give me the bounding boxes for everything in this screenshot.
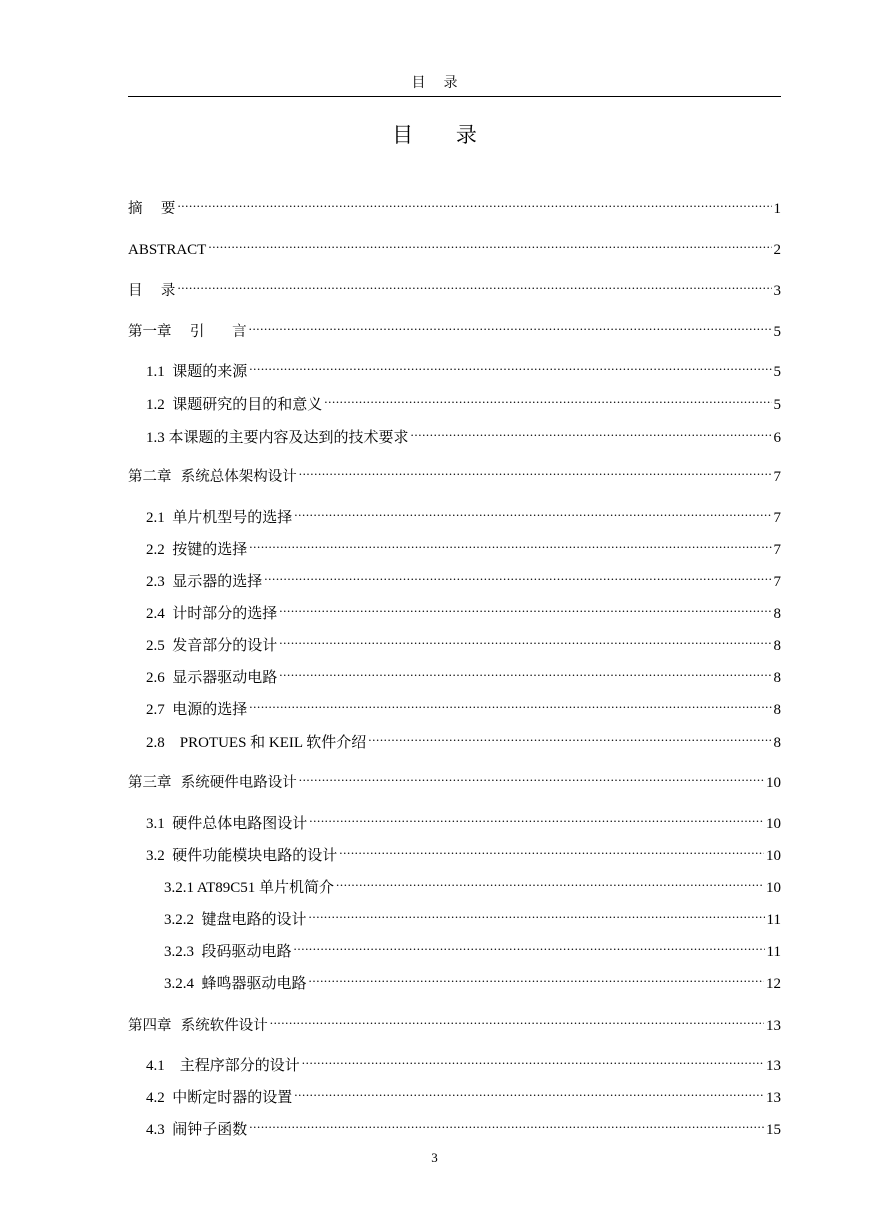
toc-page-number: 7 [773, 510, 781, 526]
toc-leader [309, 808, 764, 828]
toc-entry-2-7[interactable] [146, 694, 781, 718]
toc-entry-2-8[interactable] [146, 727, 781, 751]
toc-page-number: 13 [766, 1058, 781, 1074]
toc-label: ABSTRACT [128, 242, 207, 258]
toc-label: 1.1 课题的来源 [146, 364, 248, 380]
toc-leader [279, 662, 771, 682]
toc-leader [249, 316, 772, 336]
toc-entry-4-1[interactable] [146, 1050, 781, 1074]
toc-page-number: 5 [773, 397, 781, 413]
toc-page-number: 10 [766, 848, 781, 864]
toc-page-number: 8 [773, 606, 781, 622]
toc-page-number: 2 [773, 242, 781, 258]
toc-entry-1-1[interactable] [146, 356, 781, 380]
toc-leader [336, 872, 764, 892]
toc-leader [411, 422, 772, 442]
toc-entry-2-3[interactable] [146, 566, 781, 590]
toc-page-number: 5 [773, 324, 781, 340]
toc-leader [249, 1114, 764, 1134]
toc-leader [309, 904, 765, 924]
toc-leader [294, 1082, 764, 1102]
toc-label: 1.2 课题研究的目的和意义 [146, 397, 323, 413]
toc-leader [270, 1010, 764, 1030]
toc-leader [177, 193, 771, 213]
toc-page-number: 10 [766, 775, 781, 791]
toc-leader [294, 936, 765, 956]
toc-entry-3-1[interactable] [146, 808, 781, 832]
toc-leader [279, 598, 771, 618]
toc-entry-chapter-4[interactable] [128, 1010, 781, 1034]
toc-page-number: 7 [773, 574, 781, 590]
toc-page-number: 8 [773, 735, 781, 751]
toc-label: 第一章 引 言 [128, 324, 247, 340]
toc-leader [249, 534, 771, 554]
toc-label: 2.6 显示器驱动电路 [146, 670, 278, 686]
toc-leader [309, 968, 764, 988]
toc-entry-chapter-1[interactable] [128, 316, 781, 340]
toc-entry-abstract-cn[interactable] [128, 193, 781, 217]
toc-leader [368, 727, 771, 747]
toc-leader [299, 461, 772, 481]
toc-entry-3-2-4[interactable] [164, 968, 781, 992]
toc-entry-1-3[interactable] [146, 422, 781, 446]
toc-page-number: 8 [773, 638, 781, 654]
toc-page-number: 3 [773, 283, 781, 299]
toc-leader [339, 840, 764, 860]
toc-label: 2.3 显示器的选择 [146, 574, 263, 590]
toc-leader [249, 694, 771, 714]
toc-label: 4.1 主程序部分的设计 [146, 1058, 300, 1074]
toc-entry-2-4[interactable] [146, 598, 781, 622]
page-title: 目 录 [392, 123, 495, 147]
toc-label: 3.2.2 键盘电路的设计 [164, 912, 307, 928]
toc-label: 4.2 中断定时器的设置 [146, 1090, 293, 1106]
toc-page-number: 8 [773, 702, 781, 718]
running-header: 目录 [411, 76, 476, 91]
toc-page-number: 12 [766, 976, 781, 992]
header-divider [128, 96, 781, 97]
toc-page-number: 13 [766, 1090, 781, 1106]
toc-leader [299, 767, 764, 787]
toc-entry-chapter-3[interactable] [128, 767, 781, 791]
toc-leader [279, 630, 771, 650]
toc-entry-4-3[interactable] [146, 1114, 781, 1138]
toc-page-number: 10 [766, 880, 781, 896]
toc-label: 3.2.1 AT89C51 单片机简介 [164, 880, 335, 896]
toc-label: 目 录 [128, 283, 176, 299]
toc-page-number: 11 [766, 912, 781, 928]
toc-leader [208, 234, 771, 254]
toc-page-number: 7 [773, 542, 781, 558]
toc-label: 3.1 硬件总体电路图设计 [146, 816, 308, 832]
toc-entry-3-2[interactable] [146, 840, 781, 864]
toc-page-number: 11 [766, 944, 781, 960]
toc-entry-3-2-1[interactable] [164, 872, 781, 896]
toc-entry-2-6[interactable] [146, 662, 781, 686]
toc-entry-3-2-3[interactable] [164, 936, 781, 960]
toc-entry-2-1[interactable] [146, 502, 781, 526]
toc-page-number: 15 [766, 1122, 781, 1138]
toc-entry-contents[interactable] [128, 275, 781, 299]
toc-entry-abstract-en[interactable] [128, 234, 781, 258]
toc-entry-2-5[interactable] [146, 630, 781, 654]
toc-entry-1-2[interactable] [146, 389, 781, 413]
toc-label: 摘 要 [128, 201, 176, 217]
toc-page-number: 10 [766, 816, 781, 832]
toc-label: 3.2.3 段码驱动电路 [164, 944, 292, 960]
toc-label: 1.3 本课题的主要内容及达到的技术要求 [146, 430, 409, 446]
toc-page-number: 1 [773, 201, 781, 217]
toc-label: 第二章 系统总体架构设计 [128, 469, 297, 485]
toc-page-number: 7 [773, 469, 781, 485]
toc-leader [302, 1050, 764, 1070]
toc-label: 3.2 硬件功能模块电路的设计 [146, 848, 338, 864]
toc-label: 2.8 PROTUES 和 KEIL 软件介绍 [146, 735, 367, 751]
toc-leader [249, 356, 771, 376]
toc-label: 2.1 单片机型号的选择 [146, 510, 293, 526]
toc-label: 4.3 闹钟子函数 [146, 1122, 248, 1138]
toc-entry-chapter-2[interactable] [128, 461, 781, 485]
toc-leader [294, 502, 771, 522]
toc-entry-4-2[interactable] [146, 1082, 781, 1106]
toc-page-number: 13 [766, 1018, 781, 1034]
toc-label: 2.2 按键的选择 [146, 542, 248, 558]
toc-page-number: 6 [773, 430, 781, 446]
toc-leader [264, 566, 771, 586]
toc-label: 第四章 系统软件设计 [128, 1018, 268, 1034]
toc-label: 2.4 计时部分的选择 [146, 606, 278, 622]
toc-label: 3.2.4 蜂鸣器驱动电路 [164, 976, 307, 992]
toc-leader [324, 389, 771, 409]
toc-page-number: 5 [773, 364, 781, 380]
toc-entry-2-2[interactable] [146, 534, 781, 558]
page-number: 3 [431, 1150, 438, 1165]
toc-label: 2.5 发音部分的设计 [146, 638, 278, 654]
toc-label: 第三章 系统硬件电路设计 [128, 775, 297, 791]
toc-label: 2.7 电源的选择 [146, 702, 248, 718]
toc-page-number: 8 [773, 670, 781, 686]
toc-leader [177, 275, 771, 295]
toc-entry-3-2-2[interactable] [164, 904, 781, 928]
